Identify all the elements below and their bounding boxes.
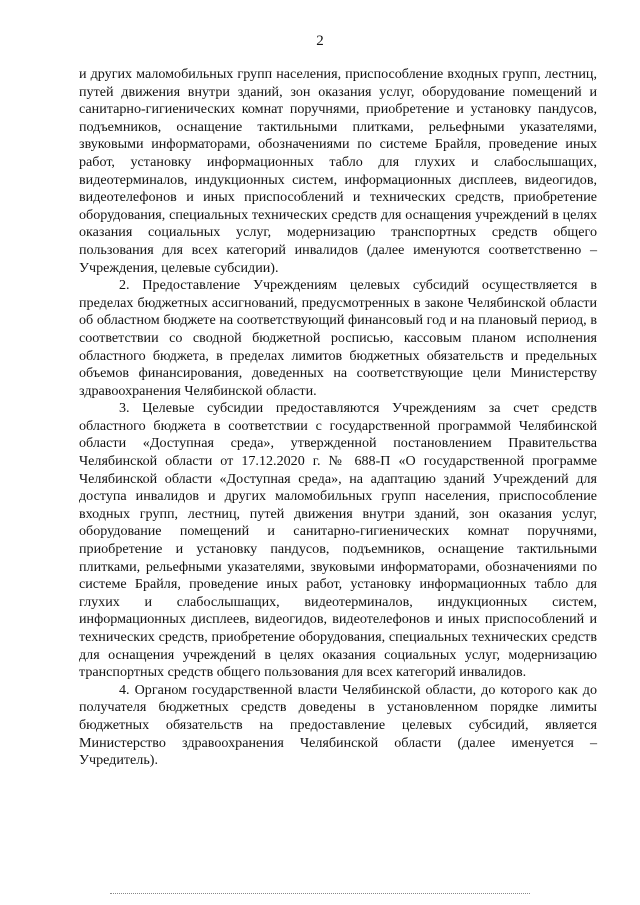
document-body — [79, 66, 597, 770]
page-number: 2 — [316, 33, 324, 49]
paragraph-continuation: и других маломобильных групп населения, приспособление входных групп, лестниц, путей движения внутри зданий, зон оказания услуг, оборудование помещений и санитарно-гигиенических комнат поручнями, приобретение и установку пандусов, подъемников, оснащение тактильными плитками, рельефными указателями, звуковыми информаторами, обозначениями по системе Брайля, проведение иных работ, установку информационных табло для глухих и слабослышащих, видеотерминалов, индукционных систем, информационных дисплеев, видеогидов, видеотелефонов и иных приспособлений и технических средств, приобретение оборудования, специальных технических средств для оснащения учреждений в целях оказания социальных услуг, модернизацию транспортных средств общего пользования для всех категорий инвалидов (далее именуются соответственно – Учреждения, целевые субсидии). — [79, 66, 597, 276]
paragraph-2: 2. Предоставление Учреждениям целевых субсидий осуществляется в пределах бюджетных ассигнований, предусмотренных в законе Челябинской области об областном бюджете на соответствующий финансовый год и на плановый период, в соответствии со сводной бюджетной росписью, кассовым планом исполнения областного бюджета, в пределах лимитов бюджетных обязательств и предельных объемов финансирования, доведенных на соответствующие цели Министерству здравоохранения Челябинской области. — [79, 277, 597, 399]
paragraph-4: 4. Органом государственной власти Челябинской области, до которого как до получателя бюджетных средств доведены в установленном порядке лимиты бюджетных обязательств на предоставление целевых субсидий, является Министерство здравоохранения Челябинской области (далее именуется – Учредитель). — [79, 681, 597, 769]
paragraph-3: 3. Целевые субсидии предоставляются Учреждениям за счет средств областного бюджета в соответствии с государственной программой Челябинской области «Доступная среда», утвержденной постановлением Правительства Челябинской области от 17.12.2020 г. № 688-П «О государственной программе Челябинской области «Доступная среда», на адаптацию зданий Учреждений для доступа инвалидов и других маломобильных групп населения, приспособление входных групп, лестниц, путей движения внутри зданий, зон оказания услуг, оборудование помещений и санитарно-гигиенических комнат поручнями, приобретение и установку пандусов, подъемников, оснащение тактильными плитками, рельефными указателями, звуковыми информаторами, обозначениями по системе Брайля, проведение иных работ, установку информационных табло для глухих и слабослышащих, видеотерминалов, индукционных систем, информационных дисплеев, видеогидов, видеотелефонов и иных приспособлений и технических средств, приобретение оборудования, специальных технических средств для оснащения учреждений в целях оказания социальных услуг, модернизацию транспортных средств общего пользования для всех категорий инвалидов. — [79, 400, 597, 681]
footer-divider — [110, 893, 530, 894]
